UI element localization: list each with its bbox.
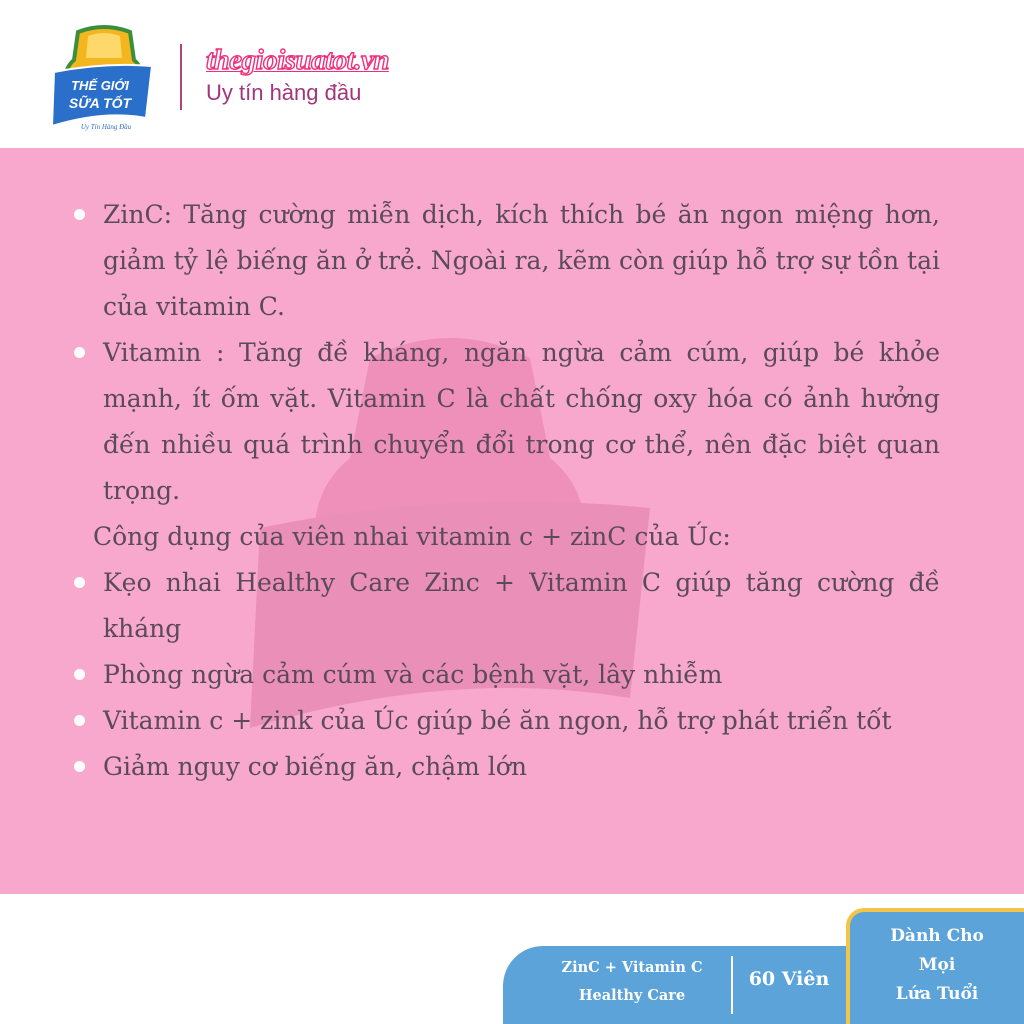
product-tab-divider [731, 956, 733, 1014]
header-divider [180, 44, 182, 110]
header [0, 0, 1024, 148]
list-item [70, 744, 940, 790]
list-item-text: Giảm nguy cơ biếng ăn, chậm lớn [103, 752, 527, 781]
bullet-icon [74, 715, 85, 726]
list-item-text: Vitamin : Tăng đề kháng, ngăn ngừa cảm cúm, giúp bé khỏe mạnh, ít ốm vặt. Vitamin C là chất chống oxy hóa có ảnh hưởng đến nhiều quá trình chuyển đổi trong cơ thể, nên đặc biệt quan trọng. [103, 338, 940, 505]
list-item [70, 652, 940, 698]
list-item [70, 192, 940, 330]
age-line1: Dành Cho [890, 926, 984, 946]
bullet-icon [74, 209, 85, 220]
bullet-icon [74, 761, 85, 772]
bullet-icon [74, 347, 85, 358]
list-item-text: Vitamin c + zink của Úc giúp bé ăn ngon, hỗ trợ phát triển tốt [103, 706, 892, 735]
list-item [70, 560, 940, 652]
svg-text:Uy Tín Hàng Đầu: Uy Tín Hàng Đầu [80, 123, 132, 131]
benefits-text [70, 192, 940, 790]
pill-count: 60 Viên [748, 968, 830, 990]
svg-text:SỮA TỐT: SỮA TỐT [68, 95, 132, 111]
age-line3: Lứa Tuổi [895, 984, 979, 1004]
product-tab [503, 946, 863, 1024]
list-item-text: Kẹo nhai Healthy Care Zinc + Vitamin C giúp tăng cường đề kháng [103, 568, 940, 643]
site-slogan: Uy tín hàng đầu [206, 80, 362, 105]
bullet-icon [74, 669, 85, 680]
list-item-text: Phòng ngừa cảm cúm và các bệnh vặt, lây nhiễm [103, 660, 723, 689]
product-name-line1: ZinC + Vitamin C [561, 959, 703, 976]
age-tab [846, 908, 1024, 1024]
list-item-text: ZinC: Tăng cường miễn dịch, kích thích bé ăn ngon miệng hơn, giảm tỷ lệ biếng ăn ở trẻ. Ngoài ra, kẽm còn giúp hỗ trợ sự tồn tại của vitamin C. [103, 200, 940, 321]
footer [0, 894, 1024, 1024]
svg-text:THẾ GIỚI: THẾ GIỚI [71, 78, 129, 93]
brand-logo[interactable] [48, 22, 160, 134]
product-name-line2: Healthy Care [578, 987, 686, 1004]
site-url-link[interactable]: thegioisuatot.vn [206, 44, 389, 76]
content-panel [0, 148, 1024, 894]
product-name [533, 954, 731, 1010]
age-line2: Mọi [918, 955, 956, 975]
list-item [70, 330, 940, 514]
list-item [70, 698, 940, 744]
bullet-icon [74, 577, 85, 588]
section-heading: Công dụng của viên nhai vitamin c + zinC của Úc: [93, 522, 731, 551]
